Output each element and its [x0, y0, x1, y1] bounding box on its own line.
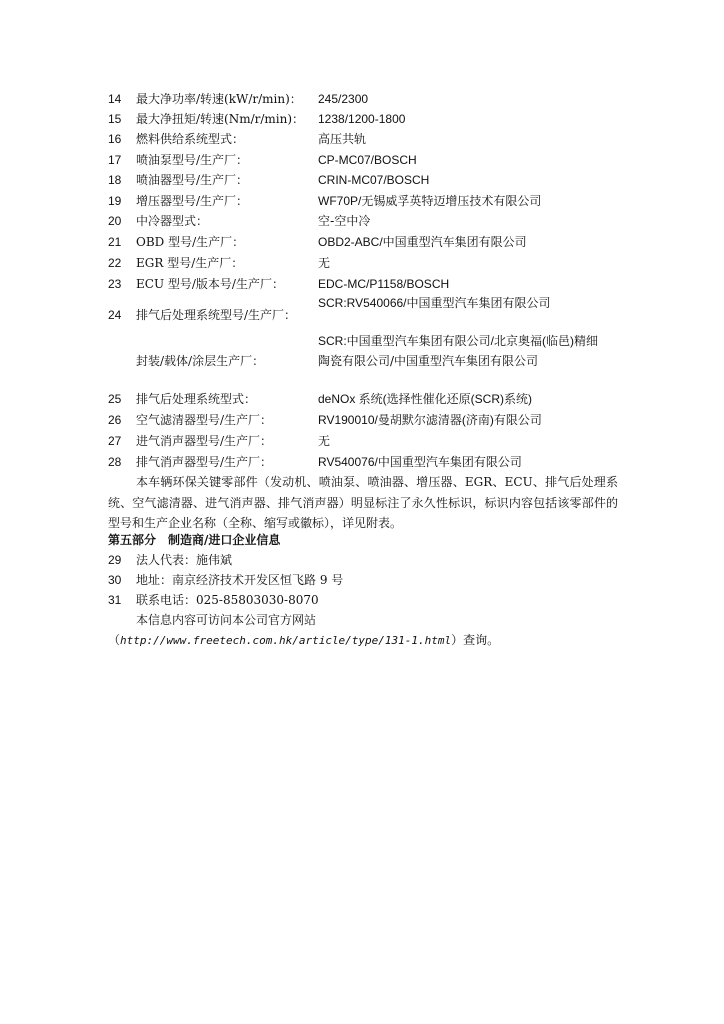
legal-representative: 法人代表：施伟斌	[136, 553, 233, 567]
row-value: CRIN-MC07/BOSCH	[318, 173, 430, 187]
row-value: RV540076/中国重型汽车集团有限公司	[318, 455, 522, 469]
row-label: 空气滤清器型号/生产厂：	[136, 413, 273, 427]
row-number: 27	[108, 434, 122, 448]
row-value: 空-空中冷	[318, 214, 371, 228]
row-value: WF70P/无锡威孚英特迈增压技术有限公司	[318, 194, 542, 208]
row-label: EGR 型号/生产厂：	[136, 256, 244, 270]
row-number: 26	[108, 413, 122, 427]
website-link[interactable]: http://www.freetech.com.hk/article/type/131-1.html	[120, 634, 452, 647]
section-heading: 第五部分 制造商/进口企业信息	[108, 533, 281, 547]
row-label: 燃料供给系统型式：	[136, 132, 245, 146]
row-label: 排气消声器型号/生产厂：	[136, 455, 273, 469]
row-label: 中冷器型式：	[136, 214, 209, 228]
row-number: 15	[108, 112, 122, 126]
row-label: OBD 型号/生产厂：	[136, 235, 245, 249]
row-number: 22	[108, 256, 122, 270]
row-value-line1: SCR:中国重型汽车集团有限公司/北京奥福(临邑)精细	[318, 334, 598, 348]
row-number: 20	[108, 214, 122, 228]
row-label: 增压器型号/生产厂：	[136, 194, 249, 208]
row-value: 无	[318, 256, 331, 270]
row-number: 28	[108, 455, 122, 469]
row-number: 25	[108, 392, 122, 406]
row-value-line2: 陶瓷有限公司/中国重型汽车集团有限公司	[318, 354, 539, 368]
row-value: 245/2300	[318, 92, 369, 106]
row-number: 31	[108, 593, 122, 607]
row-value: SCR:RV540066/中国重型汽车集团有限公司	[318, 296, 551, 310]
row-number: 29	[108, 553, 122, 567]
row-value: CP-MC07/BOSCH	[318, 153, 417, 167]
row-number: 24	[108, 308, 122, 322]
row-number: 19	[108, 194, 122, 208]
row-number: 16	[108, 132, 122, 146]
row-number: 23	[108, 277, 122, 291]
row-number: 21	[108, 235, 122, 249]
row-value: 高压共轨	[318, 132, 367, 146]
row-value: EDC-MC/P1158/BOSCH	[318, 277, 450, 291]
row-value: OBD2-ABC/中国重型汽车集团有限公司	[318, 235, 527, 249]
row-label: 排气后处理系统型式：	[136, 392, 257, 406]
row-value: deNOx 系统(选择性催化还原(SCR)系统)	[318, 392, 533, 406]
row-label: 排气后处理系统型号/生产厂：	[136, 308, 297, 322]
row-label: 最大净功率/转速(kW/r/min)：	[136, 92, 302, 106]
info-text: 本信息内容可访问本公司官方网站	[136, 613, 317, 627]
url-open-paren: （	[108, 633, 121, 647]
row-label: ECU 型号/版本号/生产厂：	[136, 277, 284, 291]
row-label: 进气消声器型号/生产厂：	[136, 434, 273, 448]
row-number: 18	[108, 173, 122, 187]
components-note-paragraph: 本车辆环保关键零部件（发动机、喷油泵、喷油器、增压器、EGR、ECU、排气后处理系统、空气滤清器、进气消声器、排气消声器）明显标注了永久性标识，标识内容包括该零部件的型号和生产企业名称（全称、缩写或徽标），详见附表。	[108, 475, 618, 530]
url-close-text: ）查询。	[451, 633, 500, 647]
row-value: RV190010/曼胡默尔滤清器(济南)有限公司	[318, 413, 542, 427]
row-label: 喷油泵型号/生产厂：	[136, 153, 249, 167]
row-label: 喷油器型号/生产厂：	[136, 173, 249, 187]
row-label: 最大净扭矩/转速(Nm/r/min)：	[136, 112, 305, 126]
row-number: 17	[108, 153, 122, 167]
address: 地址：南京经济技术开发区恒飞路 9 号	[136, 573, 344, 587]
row-number: 30	[108, 573, 122, 587]
phone: 联系电话：025-85803030-8070	[136, 593, 319, 607]
row-number: 14	[108, 92, 122, 106]
row-value: 无	[318, 434, 331, 448]
row-value: 1238/1200-1800	[318, 112, 406, 126]
row-label: 封装/载体/涂层生产厂：	[136, 354, 265, 368]
